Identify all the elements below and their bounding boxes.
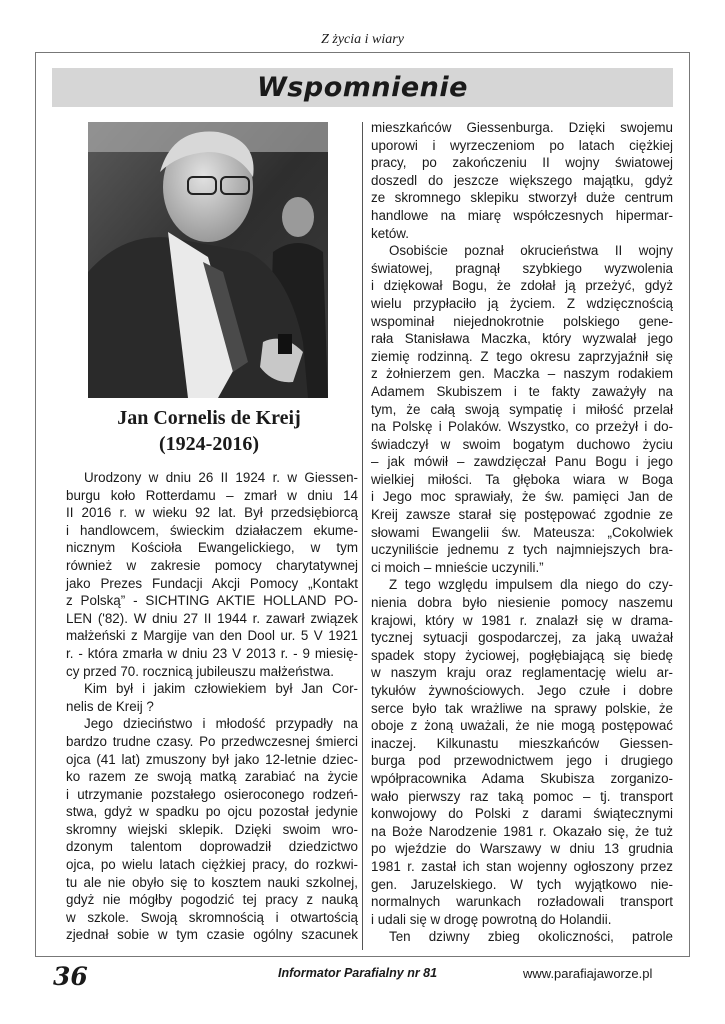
text-line: nelis de Kreij ?: [66, 698, 154, 714]
text-line: ci moich – mnieście uczynili.”: [371, 559, 544, 575]
column-divider: [362, 122, 363, 950]
text-line: burgu koło Rotterdamu – zmarł w dniu 14: [66, 487, 358, 503]
text-line: ze skromnego sklepiku stworzył duże centrum: [371, 190, 673, 206]
portrait-photo: [88, 122, 328, 398]
article-title: Wspomnienie: [257, 72, 468, 103]
text-line: na Polskę i Polaków. Wszystko, co przeżył i do-: [371, 419, 673, 435]
text-line: uczyniliście jednemu z tych najmniejszych bra-: [371, 542, 673, 558]
text-line: wało pierwszy raz taką pomoc – tj. transport: [371, 788, 673, 804]
website-link[interactable]: www.parafiajaworze.pl: [523, 966, 653, 981]
text-line: cy przed 70. rocznicą jubileuszu małżeństwa.: [66, 663, 334, 679]
page-number: 36: [53, 962, 88, 991]
text-line: i dziękował Bogu, że zdołał ją przeżyć, gdyż: [371, 278, 673, 294]
text-line: wielu przypłaciło ją życiem. Z wdzięcznością: [371, 295, 673, 311]
text-line: burga pod przewodnictwem jego i drugiego: [371, 753, 673, 769]
text-line: również w zakresie pomocy charytatywnej: [66, 557, 358, 573]
text-line: Urodzony w dniu 26 II 1924 r. w Giessen-: [84, 470, 358, 485]
person-name: Jan Cornelis de Kreij: [117, 407, 301, 429]
text-line: małżeński z Margije van den Dool ur. 5 V 1921: [66, 628, 358, 644]
text-line: ketów.: [371, 225, 409, 241]
text-line: nienia dobra było niesienie pomocy naszemu: [371, 595, 673, 611]
text-line: wielkiej miłości. Ta głęboka wiara w Boga: [371, 471, 673, 487]
text-line: i udali się w drogę powrotną do Holandii.: [371, 911, 612, 927]
text-line: ko razem ze swoją matką zarabiać na życie: [66, 769, 358, 785]
text-line: z żołnierzem gen. Maczka – naszym rodakiem: [371, 366, 673, 382]
text-line: oboje z żoną uważali, że nie mogą postępować: [371, 718, 673, 734]
text-line: mieszkańców Giessenburga. Dzięki swojemu: [371, 120, 673, 135]
text-line: stwa, gdyż w spadku po ojcu pozostał jedynie: [66, 804, 358, 820]
text-line: nicznym Kościoła Ewangelickiego, w tym: [66, 540, 358, 556]
text-line: spadek stopy życiowej, pogłębiającą się biedę: [371, 647, 673, 663]
text-line: Ten dziwny zbieg okoliczności, patrole: [389, 929, 673, 945]
text-line: ziemię rodzinną. Z tego okresu zaprzyjaźnił się: [371, 348, 673, 364]
text-line: gen. Jaruzelskiego. W tych wyjątkowo nie-: [371, 876, 673, 892]
text-line: inaczej. Kilkunastu mieszkańców Giessen-: [371, 735, 673, 751]
text-line: zjednał sobie w tym czasie ogólny szacunek: [66, 927, 358, 943]
text-line: serce było tak wrażliwe na sprawy polskie, że: [371, 700, 673, 716]
text-line: Jego dzieciństwo i młodość przypadły na: [84, 716, 358, 732]
article-right-column: [371, 119, 673, 946]
text-line: i handlowcem, świeckim działaczem ekume-: [66, 522, 358, 538]
text-line: skromny wiejski sklepik. Dzięki swoim wro-: [66, 821, 358, 837]
text-line: pracy, po zakończeniu II wojny światowej: [371, 155, 673, 171]
section-header: Z życia i wiary: [321, 32, 404, 47]
text-line: ojca (41 lat) zmuszony był jako 12-letnie dziec-: [66, 751, 358, 767]
text-line: w naszym kraju oraz reglamentację wielu ar-: [371, 665, 673, 681]
text-line: po wjeździe do Warszawy w dniu 13 grudnia: [371, 841, 673, 857]
text-line: jako Prezes Fundacji Akcji Pomocy „Kontakt: [66, 575, 358, 591]
text-line: świadczył w swoim bogatym duchowo życiu: [371, 436, 673, 452]
text-line: Kim był i jakim człowiekiem był Jan Cor-: [84, 681, 358, 697]
text-line: i Jego moc sprawiały, że św. pamięci Jan de: [371, 489, 673, 505]
text-line: Osobiście poznał okrucieństwa II wojny: [389, 243, 673, 259]
text-line: słowami Ewangelii św. Mateusza: „Cokolwiek: [371, 524, 673, 540]
text-line: światowej, pragnął szybkiego wyzwolenia: [371, 260, 673, 276]
text-line: normalnych warunkach rozładowali transport: [371, 894, 673, 910]
text-line: bardzo trudne czasy. Po przedwczesnej śmierci: [66, 733, 358, 749]
text-line: krajowi, który w 1981 r. znalazł się w drama-: [371, 612, 673, 628]
paragraph: [371, 576, 673, 928]
text-line: r. - która zmarła w dniu 23 V 2013 r. - 9 miesię-: [66, 645, 358, 661]
text-line: 1981 r. zastał ich stan wojenny ogłoszony przez: [371, 858, 673, 874]
text-line: – jak mówił – zawdzięczał Panu Bogu i jego: [371, 454, 673, 470]
person-dates: (1924-2016): [159, 433, 259, 455]
text-line: doszedl do jeszcze większego majątku, gdyż: [371, 172, 673, 188]
text-line: LEN ('82). W dniu 27 II 1944 r. zawarł związek: [66, 610, 358, 626]
article-title-band: [52, 68, 673, 107]
text-line: konwojowy do Polski z darami świątecznymi: [371, 806, 673, 822]
text-line: II 2016 r. w wieku 92 lat. Był przedsiębiorcą: [66, 505, 358, 521]
text-line: uporowi i wyrzeczeniom po latach ciężkiej: [371, 137, 673, 153]
text-line: wpółpracownika Adama Skubisza zorganizo-: [371, 770, 673, 786]
text-line: Z tego względu impulsem dla niego do czy-: [389, 577, 673, 593]
text-line: Adamem Skubiszem i te fakty zaważyły na: [371, 383, 673, 399]
text-line: ojca, po wielu latach ciężkiej pracy, do rozkwi-: [66, 857, 358, 873]
text-line: tycznej sytuacji gospodarczej, za jaką uważał: [371, 630, 673, 646]
text-line: gdyż nie mógłby pogodzić tej pracy z nauką: [66, 892, 358, 908]
text-line: wspominał niejednokrotnie polskiego gene-: [371, 313, 673, 329]
paragraph: [66, 469, 358, 680]
text-line: i utrzymanie pozstałego osieroconego rodzeń-: [66, 786, 358, 802]
paragraph: [371, 928, 673, 946]
paragraph: [66, 680, 358, 715]
text-line: dzonym talentom doprowadził dziedzictwo: [66, 839, 358, 855]
paragraph: [371, 242, 673, 576]
text-line: tu ale nie obyło się to kosztem nauki szkolnej,: [66, 874, 358, 890]
magazine-name: Informator Parafialny nr 81: [278, 966, 438, 980]
text-line: na Boże Narodzenie 1981 r. Okazało się, że tuż: [371, 823, 673, 839]
article-left-column: [66, 469, 358, 944]
text-line: tym, że całą swoją sympatię i miłość przelał: [371, 401, 673, 417]
text-line: handlowe na miarę współczesnych hipermar-: [371, 207, 673, 223]
text-line: rała Stanisława Maczka, który wyzwalał jego: [371, 331, 673, 347]
text-line: tykułów żywnościowych. Jego czułe i dobre: [371, 683, 673, 698]
text-line: z Polską” - SICHTING AKTIE HOLLAND PO-: [66, 593, 358, 609]
paragraph: [371, 119, 673, 242]
text-line: w szkole. Swoją skromnością i otwartością: [66, 909, 358, 925]
text-line: Kreij zawsze starał się postępować zgodnie ze: [371, 507, 673, 523]
paragraph: [66, 715, 358, 944]
